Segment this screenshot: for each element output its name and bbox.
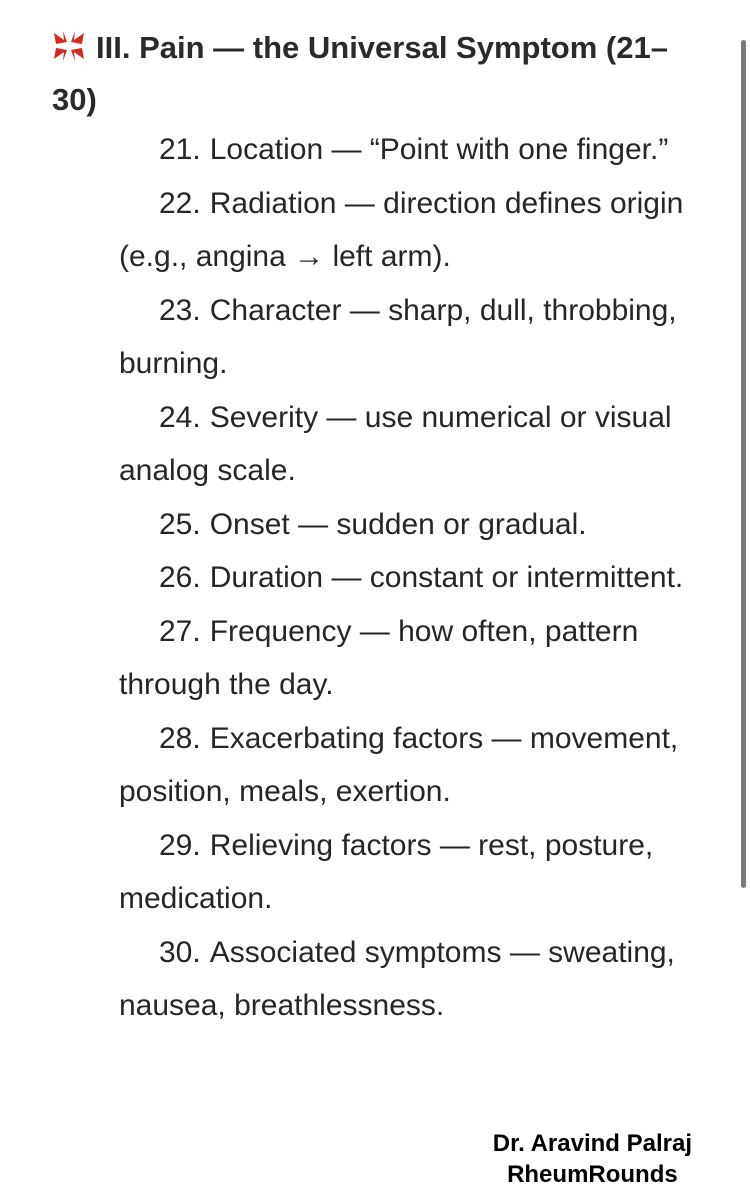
pain-item-list [119, 123, 719, 1033]
item-number: 24. [159, 400, 201, 434]
author-name: Dr. Aravind Palraj [492, 1130, 692, 1157]
item-number: 25. [159, 507, 201, 541]
item-number: 23. [159, 293, 201, 327]
anger-symbol-icon [52, 27, 86, 61]
item-text: Frequency — how often, pattern through the day. [119, 614, 639, 701]
item-number: 28. [159, 721, 201, 755]
item-text: Onset — sudden or gradual. [209, 507, 587, 541]
brand-name: RheumRounds [507, 1161, 678, 1188]
list-item [119, 391, 719, 498]
signature [493, 1128, 692, 1190]
section-heading [52, 22, 702, 126]
item-text: Radiation — direction defines origin (e.g., angina → left arm). [119, 186, 684, 273]
list-item [119, 926, 719, 1033]
item-text: Exacerbating factors — movement, position, meals, exertion. [119, 721, 679, 808]
item-text: Duration — constant or intermittent. [209, 561, 684, 594]
item-text: Relieving factors — rest, posture, medication. [119, 828, 654, 915]
item-text: Severity — use numerical or visual analog scale. [119, 400, 672, 487]
item-number: 30. [159, 935, 201, 969]
list-item [119, 819, 719, 926]
item-text: Location — “Point with one finger.” [209, 133, 669, 166]
list-item [119, 177, 719, 284]
item-text: Character — sharp, dull, throbbing, burning. [119, 293, 677, 380]
list-item [119, 123, 719, 177]
item-number: 21. [159, 133, 201, 166]
item-number: 29. [159, 828, 201, 862]
item-number: 22. [159, 186, 201, 220]
list-item [119, 284, 719, 391]
list-item [119, 551, 719, 605]
section-title: III. Pain — the Universal Symptom (21–30) [52, 30, 668, 117]
list-item [119, 712, 719, 819]
item-number: 26. [159, 561, 201, 594]
item-text: Associated symptoms — sweating, nausea, breathlessness. [119, 935, 675, 1022]
list-item [119, 498, 719, 552]
item-number: 27. [159, 614, 201, 648]
list-item [119, 605, 719, 712]
scrollbar[interactable] [741, 40, 746, 888]
